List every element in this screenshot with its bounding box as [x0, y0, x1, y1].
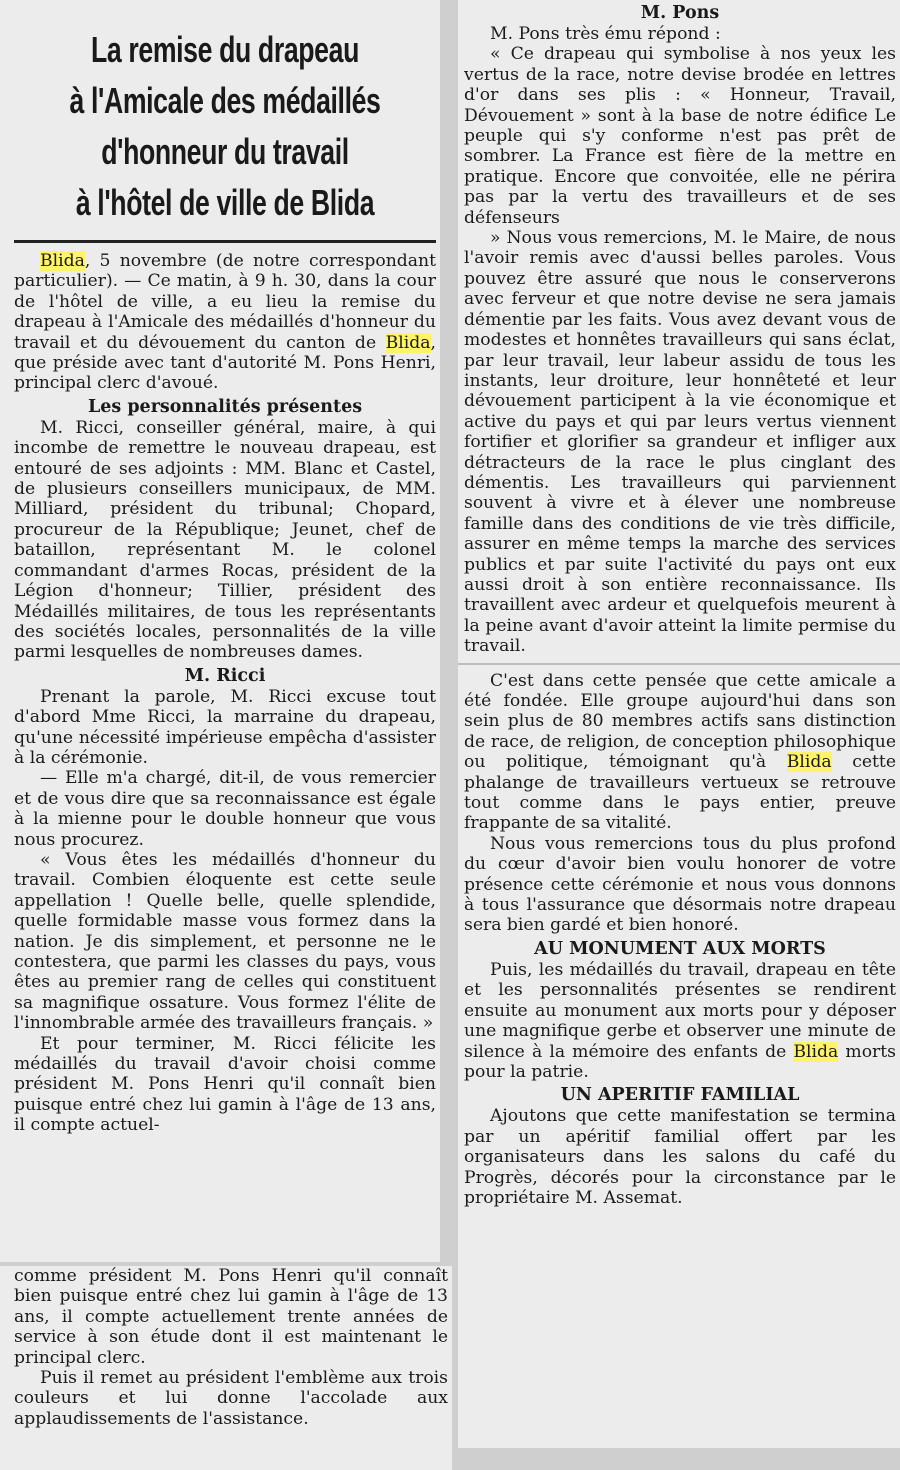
subheading-pons: M. Pons: [640, 3, 720, 23]
headline-line-1: La remise du drapeau: [91, 29, 359, 70]
paragraph-pons-3: C'est dans cette pensée que cette amicale a été fondée. Elle groupe aujourd'hui dans son sein plus de 80 membres actifs sans distinction de race, de religion, de conception philosophique ou politique, témoignant qu'à Blida cette phalange de travailleurs vertueux se retrouve tout comme dans le pays entier, preuve frappante de sa vitalité.: [464, 670, 896, 834]
headline-line-3: d'honneur du travail: [101, 131, 349, 172]
paragraph-ricci-3: « Vous êtes les médaillés d'honneur du travail. Combien éloquente est cette seule appellation ! Quelle belle, quelle splendide, quelle formidable masse vous formez dans la nation. Je dis simplement, et personne ne le contestera, que parmi les classes du pays, vous êtes au premier rang de celles qui constituent sa magnifique ossature. Vous formez l'élite de l'innombrable armée des travailleurs français. »: [14, 849, 436, 1034]
highlighted-place: Blida: [786, 752, 832, 773]
highlighted-place: Blida: [793, 1041, 839, 1062]
paragraph-pons-1: « Ce drapeau qui symbolise à nos yeux les vertus de la race, notre devise brodée en lettres d'or dans ses plis : « Honneur, Travail, Dévouement » sont à la base de notre édifice Le peuple qui s'y conforme n'est pas prêt de sombrer. La France est fière de la mettre en pratique. Encore que convoitée, elle ne périra pas par la vertu des travailleurs et de ses défenseurs: [464, 44, 896, 228]
paragraph-pons-2: » Nous vous remercions, M. le Maire, de nous l'avoir remis avec d'aussi belles paroles. Vous pouvez être assuré que nous le conserverons avec ferveur et que notre devise ne sera jamais démentie par les faits. Vous avez devant vous de modestes et honnêtes travailleurs qui sans éclat, par leur travail, leur labeur assidu de tous les instants, leur droiture, leur honnêteté et leur dévouement participent à la vie économique et active du pays et qui par leurs vertus viennent fortifier et glorifier sa grandeur et infliger aux détracteurs de la race le plus cinglant des démentis. Les travailleurs qui parviennent souvent à vivre et à élever une nombreuse famille dans des conditions de vie très difficile, assurer en même temps la marche des services publics et par suite l'activité du pays ont eux aussi droit à son entière reconnaissance. Ils travaillent avec ardeur et quelquefois meurent à la peine avant d'avoir atteint la limite permise du travail.: [464, 228, 896, 657]
paragraph-ricci-1: Prenant la parole, M. Ricci excuse tout d'abord Mme Ricci, la marraine du drapeau, qu'une nécessité impérieuse empêcha d'assister à la cérémonie.: [14, 686, 436, 768]
paragraph-pons-0: M. Pons très ému répond :: [490, 24, 721, 44]
column-rule: [458, 663, 900, 665]
paragraph-continuation-1: comme président M. Pons Henri qu'il connaît bien puisque entré chez lui gamin à l'âge de 13 ans, il compte actuellement trente années de service à son étude dont il est maintenant le principal clerc.: [14, 1266, 448, 1368]
paragraph-pons-4: Nous vous remercions tous du plus profond du cœur d'avoir bien voulu honorer de votre présence cette cérémonie et nous vous donnons à tous l'assurance que désormais notre drapeau sera bien gardé et bien honoré.: [464, 833, 896, 936]
headline-line-4: à l'hôtel de ville de Blida: [75, 182, 375, 223]
highlighted-place: Blida: [385, 332, 431, 353]
highlighted-place: Blida: [40, 251, 85, 271]
subheading-aperitif: UN APERITIF FAMILIAL: [560, 1085, 800, 1106]
subheading-personnalites: Les personnalités présentes: [87, 396, 363, 417]
paragraph-continuation-2: Puis il remet au président l'emblème aux trois couleurs et lui donne l'accolade aux applaudissements de l'assistance.: [14, 1368, 448, 1429]
paragraph-aperitif: Ajoutons que cette manifestation se termina par un apéritif familial offert par les organisateurs dans les salons du café du Progrès, décorés pour la circonstance par le propriétaire M. Assemat.: [464, 1106, 896, 1208]
subheading-ricci: M. Ricci: [184, 665, 266, 686]
subheading-monument: AU MONUMENT AUX MORTS: [534, 938, 826, 959]
paragraph-ricci-2: — Elle m'a chargé, dit-il, de vous remercier et de vous dire que sa reconnaissance est égale à la mienne pour le double honneur que vous nous procurez.: [14, 768, 436, 850]
paragraph-ricci-4: Et pour terminer, M. Ricci félicite les médaillés du travail d'avoir choisi comme président M. Pons Henri qu'il connaît bien puisque entré chez lui gamin à l'âge de 13 ans, il compte actuel-: [14, 1033, 436, 1136]
article-left-continuation: [0, 1266, 452, 1470]
headline-separator: [14, 240, 436, 243]
paragraph-monument: Puis, les médaillés du travail, drapeau en tête et les personnalités présentes se rendirent ensuite au monument aux morts pour y déposer une magnifique gerbe et observer une minute de silence à la mémoire des enfants de Blida morts pour la patrie.: [464, 959, 896, 1082]
article-headline: [24, 24, 425, 228]
intro-paragraph: Blida, 5 novembre (de notre correspondant particulier). — Ce matin, à 9 h. 30, dans la cour de l'hôtel de ville, a eu lieu la remise du drapeau à l'Amicale des médaillés d'honneur du travail et du dévouement du canton de Blida, que préside avec tant d'autorité M. Pons Henri, principal clerc d'avoué.: [14, 251, 436, 394]
paragraph-personnalites: M. Ricci, conseiller général, maire, à qui incombe de remettre le nouveau drapeau, est entouré de ses adjoints : MM. Blanc et Castel, de plusieurs conseillers municipaux, de MM. Milliard, président du tribunal; Chopard, procureur de la République; Jeunet, chef de bataillon, représentant M. le colonel commandant d'armes Rocas, président de la Légion d'honneur; Tillier, président des Médaillés militaires, de tous les représentants des sociétés locales, personnalités de la ville parmi lesquelles de nombreuses dames.: [14, 417, 436, 663]
headline-line-2: à l'Amicale des médaillés: [69, 80, 381, 121]
article-right-column: [458, 0, 900, 1448]
article-left-column: [0, 0, 440, 1262]
